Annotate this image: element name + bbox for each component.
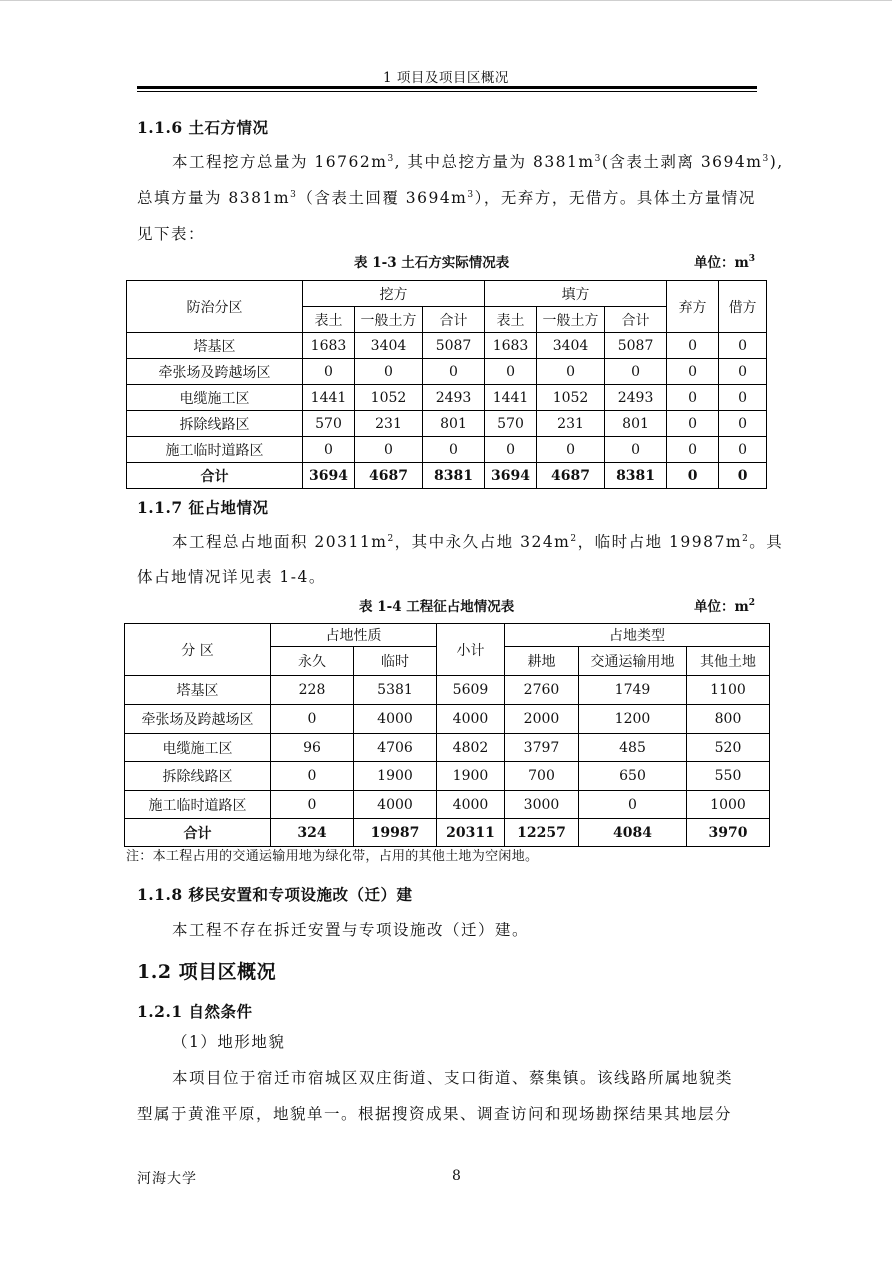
running-header: 1 项目及项目区概况 (383, 70, 509, 86)
section-heading-1-1-6: 1.1.6 土石方情况 (137, 118, 269, 137)
cell: 0 (537, 437, 605, 463)
table-1-3-unit: 单位：$m^3$ (694, 254, 756, 271)
cell: 5609 (437, 676, 505, 705)
cell: 电缆施工区 (125, 734, 271, 762)
cell: 0 (667, 437, 719, 463)
cell: 0 (667, 333, 719, 359)
col-header-sub: 一般土方 (355, 307, 423, 333)
cell: 拆除线路区 (127, 411, 303, 437)
cell: 3970 (687, 819, 770, 847)
subheading-terrain: （1）地形地貌 (172, 1033, 286, 1051)
table-total-row (125, 819, 770, 847)
cell: 1200 (579, 705, 687, 734)
col-header-sub: 表土 (485, 307, 537, 333)
cell: 5087 (605, 333, 667, 359)
cell: 520 (687, 734, 770, 762)
cell: 0 (667, 411, 719, 437)
table-row (125, 762, 770, 791)
col-header-sub: 耕地 (505, 647, 579, 676)
table-row (125, 734, 770, 762)
cell: 0 (537, 359, 605, 385)
cell: 4687 (537, 463, 605, 489)
cell: 5087 (423, 333, 485, 359)
cell: 0 (719, 463, 767, 489)
col-header-sub: 永久 (271, 647, 354, 676)
cell: 8381 (423, 463, 485, 489)
cell: 550 (687, 762, 770, 791)
cell: 塔基区 (127, 333, 303, 359)
cell: 牵张场及跨越场区 (125, 705, 271, 734)
col-header-sub: 表土 (303, 307, 355, 333)
header-rule-thick (137, 86, 757, 89)
col-header-excavation: 挖方 (303, 281, 485, 307)
cell: 3797 (505, 734, 579, 762)
cell: 0 (303, 437, 355, 463)
table-row (127, 359, 767, 385)
table-row (127, 333, 767, 359)
cell: 485 (579, 734, 687, 762)
col-header-nature: 占地性质 (271, 624, 437, 647)
top-border (0, 0, 892, 1)
table-row (127, 411, 767, 437)
cell: 700 (505, 762, 579, 791)
header-rule-thin (137, 91, 757, 92)
cell: 0 (355, 437, 423, 463)
table-note: 注：本工程占用的交通运输用地为绿化带，占用的其他土地为空闲地。 (126, 849, 539, 864)
cell: 0 (271, 705, 354, 734)
table-row (125, 705, 770, 734)
cell: 0 (719, 359, 767, 385)
col-header-fill: 填方 (485, 281, 667, 307)
cell: 324 (271, 819, 354, 847)
col-header-sub: 临时 (354, 647, 437, 676)
paragraph-line: 总填方量为 $8381m^3$（含表土回覆 $3694m^3$），无弃方，无借方。具体土方量情况 (137, 189, 756, 207)
cell: 0 (355, 359, 423, 385)
cell: 施工临时道路区 (127, 437, 303, 463)
cell: 801 (605, 411, 667, 437)
cell: 1441 (303, 385, 355, 411)
section-heading-1-2-1: 1.2.1 自然条件 (137, 1002, 253, 1021)
cell: 3404 (355, 333, 423, 359)
paragraph-line: 本工程不存在拆迁安置与专项设施改（迁）建。 (172, 921, 530, 939)
cell: 0 (719, 411, 767, 437)
cell: 1900 (354, 762, 437, 791)
cell: 1052 (355, 385, 423, 411)
cell: 19987 (354, 819, 437, 847)
paragraph-line: 见下表： (137, 225, 206, 243)
cell: 650 (579, 762, 687, 791)
cell: 4084 (579, 819, 687, 847)
table-1-4-unit: 单位：$m^2$ (694, 598, 756, 615)
cell: 1441 (485, 385, 537, 411)
col-header-sub: 合计 (423, 307, 485, 333)
page-number: 8 (452, 1168, 461, 1184)
cell: 231 (537, 411, 605, 437)
cell: 2493 (423, 385, 485, 411)
cell: 0 (605, 437, 667, 463)
cell: 0 (667, 463, 719, 489)
cell: 2000 (505, 705, 579, 734)
cell: 20311 (437, 819, 505, 847)
cell: 1683 (303, 333, 355, 359)
cell: 0 (271, 791, 354, 819)
footer-institution: 河海大学 (137, 1171, 197, 1187)
section-heading-1-1-8: 1.1.8 移民安置和专项设施改（迁）建 (137, 885, 413, 904)
cell: 8381 (605, 463, 667, 489)
table-row (127, 437, 767, 463)
col-header-waste: 弃方 (667, 281, 719, 333)
col-header-sub: 交通运输用地 (579, 647, 687, 676)
col-header-zone: 分 区 (125, 624, 271, 676)
col-header-sub: 其他土地 (687, 647, 770, 676)
col-header-sub: 一般土方 (537, 307, 605, 333)
cell: 4706 (354, 734, 437, 762)
table-total-row (127, 463, 767, 489)
cell: 1749 (579, 676, 687, 705)
cell: 施工临时道路区 (125, 791, 271, 819)
cell: 2493 (605, 385, 667, 411)
cell: 1900 (437, 762, 505, 791)
cell: 801 (423, 411, 485, 437)
cell: 1683 (485, 333, 537, 359)
cell: 96 (271, 734, 354, 762)
cell: 0 (605, 359, 667, 385)
cell: 1000 (687, 791, 770, 819)
table-1-3 (126, 280, 767, 489)
cell: 12257 (505, 819, 579, 847)
cell: 800 (687, 705, 770, 734)
cell: 0 (485, 437, 537, 463)
cell: 570 (303, 411, 355, 437)
cell: 拆除线路区 (125, 762, 271, 791)
cell: 570 (485, 411, 537, 437)
paragraph-line: 本工程挖方总量为 $16762m^3$, 其中总挖方量为 $8381m^3$(含表土剥离 $3694m^3$), (172, 153, 784, 171)
col-header-subtotal: 小计 (437, 624, 505, 676)
cell: 228 (271, 676, 354, 705)
paragraph-line: 型属于黄淮平原，地貌单一。根据搜资成果、调查访问和现场勘探结果其地层分 (137, 1105, 733, 1123)
table-1-3-caption: 表 1-3 土石方实际情况表 (354, 255, 510, 271)
table-row (125, 791, 770, 819)
cell: 0 (303, 359, 355, 385)
cell: 1100 (687, 676, 770, 705)
table-row (125, 676, 770, 705)
cell: 0 (719, 333, 767, 359)
cell: 4000 (437, 791, 505, 819)
cell: 4687 (355, 463, 423, 489)
table-1-4 (124, 623, 770, 847)
paragraph-line: 本项目位于宿迁市宿城区双庄街道、支口街道、蔡集镇。该线路所属地貌类 (172, 1069, 734, 1087)
table-1-4-caption: 表 1-4 工程征占地情况表 (359, 599, 515, 615)
cell: 3694 (485, 463, 537, 489)
cell: 0 (423, 437, 485, 463)
cell: 0 (719, 385, 767, 411)
table-row (127, 385, 767, 411)
cell: 4000 (354, 705, 437, 734)
paragraph-line: 体占地情况详见表 1-4。 (137, 568, 326, 586)
section-heading-1-1-7: 1.1.7 征占地情况 (137, 498, 269, 517)
section-heading-1-2: 1.2 项目区概况 (137, 961, 277, 983)
cell: 牵张场及跨越场区 (127, 359, 303, 385)
cell: 0 (485, 359, 537, 385)
cell: 3000 (505, 791, 579, 819)
col-header-sub: 合计 (605, 307, 667, 333)
cell: 0 (423, 359, 485, 385)
cell: 3404 (537, 333, 605, 359)
cell: 3694 (303, 463, 355, 489)
cell: 4000 (437, 705, 505, 734)
cell: 合计 (127, 463, 303, 489)
cell: 4000 (354, 791, 437, 819)
cell: 0 (579, 791, 687, 819)
cell: 2760 (505, 676, 579, 705)
col-header-zone: 防治分区 (127, 281, 303, 333)
paragraph-line: 本工程总占地面积 $20311m^2$，其中永久占地 $324m^2$，临时占地 $19987m^2$。具 (172, 533, 784, 551)
cell: 231 (355, 411, 423, 437)
cell: 1052 (537, 385, 605, 411)
cell: 4802 (437, 734, 505, 762)
cell: 0 (719, 437, 767, 463)
cell: 电缆施工区 (127, 385, 303, 411)
cell: 0 (667, 385, 719, 411)
cell: 0 (271, 762, 354, 791)
col-header-type: 占地类型 (505, 624, 770, 647)
cell: 合计 (125, 819, 271, 847)
cell: 5381 (354, 676, 437, 705)
col-header-borrow: 借方 (719, 281, 767, 333)
cell: 0 (667, 359, 719, 385)
cell: 塔基区 (125, 676, 271, 705)
